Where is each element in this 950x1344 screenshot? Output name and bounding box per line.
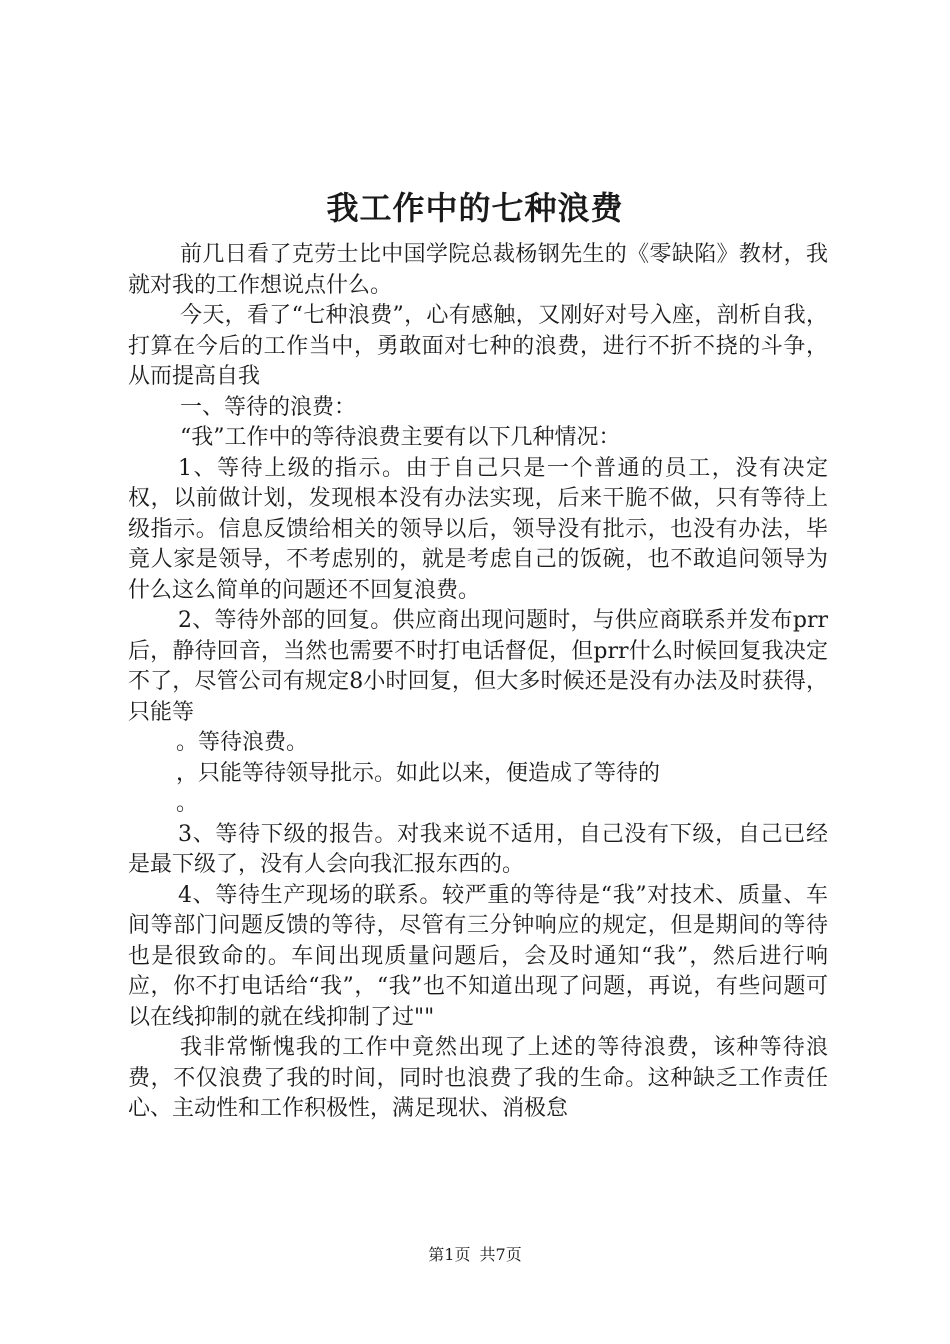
page-footer: 第1页 共7页	[428, 1245, 522, 1264]
paragraph: 今天，看了“七种浪费”，心有感触，又刚好对号入座，剖析自我，打算在今后的工作当中，勇敢面对七种的浪费，进行不折不挠的斗争，从而提高自我	[128, 303, 828, 389]
paragraph: 前几日看了克劳士比中国学院总裁杨钢先生的《零缺陷》教材，我就对我的工作想说点什么。	[128, 242, 828, 298]
list-item: 4、等待生产现场的联系。较严重的等待是“我”对技术、质量、车间等部门问题反馈的等待，尽管有三分钟响应的规定，但是期间的等待也是很致命的。车间出现质量问题后，会及时通知“我”，然后进行响应，你不打电话给“我”，“我”也不知道出现了问题，再说，有些问题可以在线抑制的就在线抑制了过""	[128, 882, 828, 1030]
list-item: 3、等待下级的报告。对我来说不适用，自己没有下级，自己已经是最下级了，没有人会向我汇报东西的。	[128, 821, 828, 877]
paragraph: 我非常惭愧我的工作中竟然出现了上述的等待浪费，该种等待浪费，不仅浪费了我的时间，同时也浪费了我的生命。这种缺乏工作责任心、主动性和工作积极性，满足现状、消极怠	[128, 1035, 828, 1121]
paragraph: “我”工作中的等待浪费主要有以下几种情况：	[180, 425, 621, 450]
section-heading: 一、等待的浪费：	[180, 394, 357, 420]
paragraph: 。等待浪费。	[176, 730, 309, 755]
paragraph: 。	[176, 791, 199, 816]
paragraph: ，只能等待领导批示。如此以来，便造成了等待的	[176, 760, 661, 786]
list-item: 2、等待外部的回复。供应商出现问题时，与供应商联系并发布prr后，静待回音，当然也需要不时打电话督促，但prr什么时候回复我决定不了，尽管公司有规定8小时回复，但大多时候还是没有办法及时获得，只能等	[128, 608, 828, 725]
document-body	[128, 240, 828, 1125]
document-title: 我工作中的七种浪费	[326, 189, 624, 227]
list-item: 1、等待上级的指示。由于自己只是一个普通的员工，没有决定权，以前做计划，发现根本没有办法实现，后来干脆不做，只有等待上级指示。信息反馈给相关的领导以后，领导没有批示，也没有办法，毕竟人家是领导，不考虑别的，就是考虑自己的饭碗，也不敢追问领导为什么这么简单的问题还不回复浪费。	[128, 455, 828, 603]
